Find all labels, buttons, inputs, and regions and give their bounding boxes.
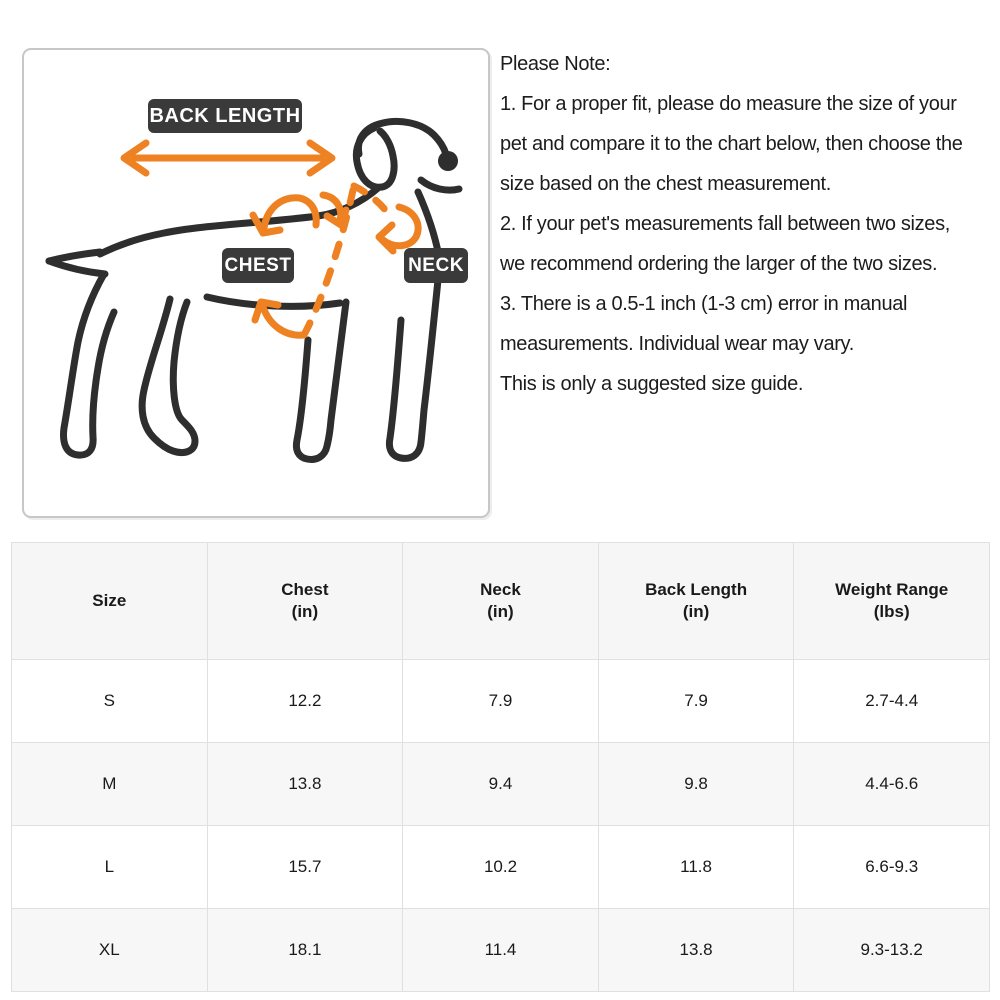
table-cell: 9.3-13.2 <box>794 909 990 992</box>
note-line: size based on the chest measurement. <box>500 173 831 195</box>
back-length-label <box>148 99 302 133</box>
dog-outline-illustration <box>49 121 459 459</box>
note-line: 2. If your pet's measurements fall between two sizes, <box>500 213 950 235</box>
dog-hind-leg-near <box>142 299 195 453</box>
note-line: 3. There is a 0.5-1 inch (1-3 cm) error in manual <box>500 293 908 315</box>
table-cell: 15.7 <box>207 826 403 909</box>
table-cell: 18.1 <box>207 909 403 992</box>
size-chart-table <box>11 542 990 992</box>
back-length-label-text: BACK LENGTH <box>149 104 301 127</box>
note-heading: Please Note: <box>500 53 611 75</box>
table-cell: 11.8 <box>598 826 794 909</box>
table-cell: 2.7-4.4 <box>794 660 990 743</box>
dog-ear <box>356 128 394 187</box>
neck-label <box>404 248 468 283</box>
note-line: 1. For a proper fit, please do measure the size of your <box>500 93 957 115</box>
neck-label-text: NECK <box>408 254 464 276</box>
table-cell: 11.4 <box>403 909 599 992</box>
header-chest: Chest (in) <box>207 543 403 660</box>
header-weight-range: Weight Range (lbs) <box>794 543 990 660</box>
table-row-xl <box>12 909 990 992</box>
table-cell: 7.9 <box>403 660 599 743</box>
table-cell: XL <box>12 909 208 992</box>
table-cell: 13.8 <box>207 743 403 826</box>
table-cell: 13.8 <box>598 909 794 992</box>
table-row-m <box>12 743 990 826</box>
table-cell: 6.6-9.3 <box>794 826 990 909</box>
dog-tail-underside <box>49 261 105 274</box>
dog-hind-leg-far <box>64 274 114 455</box>
dog-front-leg-far <box>296 302 346 459</box>
table-cell: 7.9 <box>598 660 794 743</box>
note-line: pet and compare it to the chart below, then choose the <box>500 133 963 155</box>
table-cell: L <box>12 826 208 909</box>
table-cell: 4.4-6.6 <box>794 743 990 826</box>
table-cell: M <box>12 743 208 826</box>
table-row-l <box>12 826 990 909</box>
dog-nose <box>438 151 458 171</box>
table-cell: 10.2 <box>403 826 599 909</box>
chest-label-text: CHEST <box>224 254 292 276</box>
size-chart-header <box>12 543 990 660</box>
dog-measurement-diagram <box>22 48 490 518</box>
size-chart-body <box>12 660 990 992</box>
header-row <box>12 543 990 660</box>
note-block <box>500 44 1000 404</box>
header-neck: Neck (in) <box>403 543 599 660</box>
back-length-arrow <box>124 143 332 173</box>
note-line: we recommend ordering the larger of the two sizes. <box>500 253 938 275</box>
dog-front-leg-near <box>389 260 440 458</box>
header-back-length: Back Length (in) <box>598 543 794 660</box>
note-line: This is only a suggested size guide. <box>500 373 804 395</box>
table-cell: 9.8 <box>598 743 794 826</box>
table-cell: 12.2 <box>207 660 403 743</box>
table-cell: 9.4 <box>403 743 599 826</box>
note-line: measurements. Individual wear may vary. <box>500 333 854 355</box>
header-size: Size <box>12 543 208 660</box>
dog-tail <box>49 252 100 261</box>
dog-mouth <box>421 180 459 190</box>
table-row-s <box>12 660 990 743</box>
table-cell: S <box>12 660 208 743</box>
chest-label <box>222 248 294 283</box>
